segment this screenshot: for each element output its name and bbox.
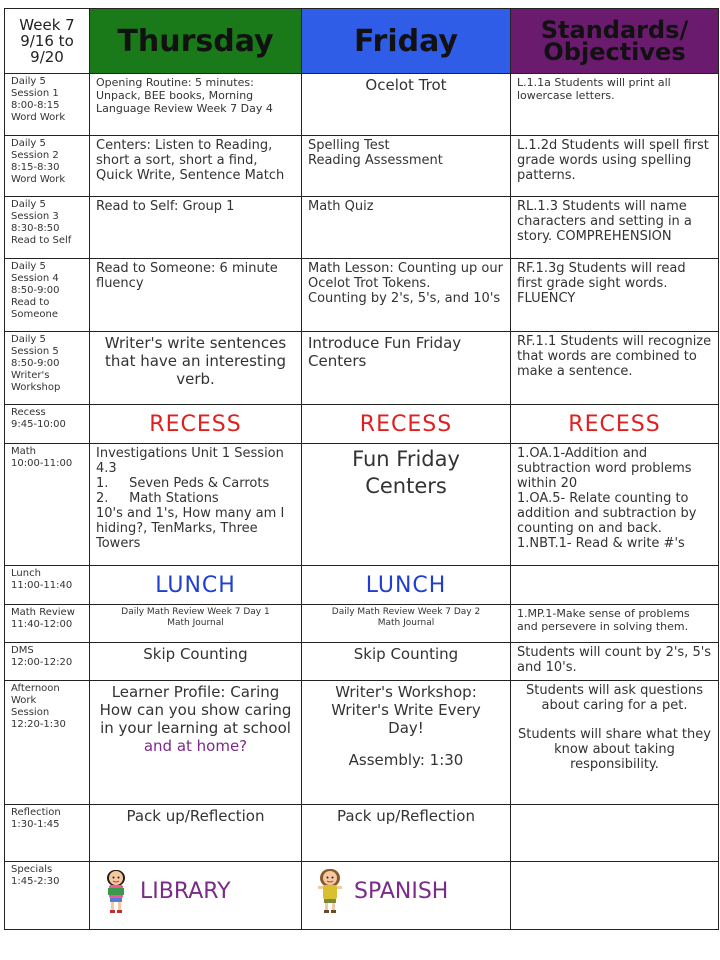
- standards-cell: 1.MP.1-Make sense of problems and persevere in solving them.: [511, 605, 719, 643]
- friday-cell: Ocelot Trot: [302, 74, 511, 136]
- library-label: LIBRARY: [140, 879, 231, 904]
- standards-cell: [511, 862, 719, 930]
- schedule-row: [5, 862, 719, 930]
- time-cell: DMS 12:00-12:20: [5, 643, 90, 681]
- friday-cell: Math Lesson: Counting up our Ocelot Trot Tokens. Counting by 2's, 5's, and 10's: [302, 259, 511, 332]
- thursday-cell: Skip Counting: [90, 643, 302, 681]
- time-cell: Afternoon Work Session 12:20-1:30: [5, 681, 90, 805]
- schedule-row: [5, 74, 719, 136]
- time-cell: Daily 5 Session 4 8:50-9:00 Read to Someone: [5, 259, 90, 332]
- week-label: Week 7: [19, 16, 75, 34]
- friday-cell: Introduce Fun Friday Centers: [302, 332, 511, 405]
- thursday-cell: [90, 862, 302, 930]
- schedule-row: [5, 566, 719, 605]
- standards-cell: [511, 566, 719, 605]
- standards-cell: RF.1.3g Students will read first grade sight words. FLUENCY: [511, 259, 719, 332]
- thursday-cell: Read to Someone: 6 minute fluency: [90, 259, 302, 332]
- thursday-cell: RECESS: [90, 405, 302, 444]
- schedule-row: [5, 643, 719, 681]
- standards-cell: RF.1.1 Students will recognize that words are combined to make a sentence.: [511, 332, 719, 405]
- friday-cell: Pack up/Reflection: [302, 805, 511, 862]
- schedule-row: [5, 136, 719, 197]
- thursday-header: Thursday: [90, 9, 302, 74]
- thursday-cell: Opening Routine: 5 minutes: Unpack, BEE books, Morning Language Review Week 7 Day 4: [90, 74, 302, 136]
- time-cell: Lunch 11:00-11:40: [5, 566, 90, 605]
- thursday-cell: Daily Math Review Week 7 Day 1 Math Journal: [90, 605, 302, 643]
- friday-cell: Skip Counting: [302, 643, 511, 681]
- schedule-row: [5, 681, 719, 805]
- thursday-cell: Pack up/Reflection: [90, 805, 302, 862]
- time-cell: Reflection 1:30-1:45: [5, 805, 90, 862]
- thursday-cell: LUNCH: [90, 566, 302, 605]
- friday-cell: RECESS: [302, 405, 511, 444]
- time-cell: Specials 1:45-2:30: [5, 862, 90, 930]
- schedule-row: [5, 405, 719, 444]
- standards-cell: L.1.1a Students will print all lowercase letters.: [511, 74, 719, 136]
- thursday-cell: Centers: Listen to Reading, short a sort, short a find, Quick Write, Sentence Match: [90, 136, 302, 197]
- spanish-label: SPANISH: [354, 879, 449, 904]
- time-cell: Daily 5 Session 2 8:15-8:30 Word Work: [5, 136, 90, 197]
- friday-cell: Fun Friday Centers: [302, 444, 511, 566]
- lesson-plan-table: [4, 8, 719, 930]
- schedule-row: [5, 444, 719, 566]
- friday-cell: [302, 862, 511, 930]
- thursday-purple-text: and at home?: [143, 737, 248, 755]
- header-row: [5, 9, 719, 74]
- girl-reading-icon: [102, 864, 130, 920]
- friday-cell: Writer's Workshop: Writer's Write Every Day! Assembly: 1:30: [302, 681, 511, 805]
- week-cell: [5, 9, 90, 74]
- time-cell: Daily 5 Session 1 8:00-8:15 Word Work: [5, 74, 90, 136]
- thursday-cell: Investigations Unit 1 Session 4.3 1. Seven Peds & Carrots 2. Math Stations 10's and 1's, How many am I hiding?, TenMarks, Three Towers: [90, 444, 302, 566]
- friday-cell: Spelling Test Reading Assessment: [302, 136, 511, 197]
- time-cell: Math Review 11:40-12:00: [5, 605, 90, 643]
- schedule-row: [5, 605, 719, 643]
- standards-cell: RL.1.3 Students will name characters and setting in a story. COMPREHENSION: [511, 197, 719, 259]
- standards-cell: [511, 805, 719, 862]
- standards-cell: RECESS: [511, 405, 719, 444]
- friday-cell: LUNCH: [302, 566, 511, 605]
- time-cell: Daily 5 Session 3 8:30-8:50 Read to Self: [5, 197, 90, 259]
- thursday-cell: Learner Profile: Caring How can you show caring in your learning at school and at home?: [90, 681, 302, 805]
- friday-cell: Math Quiz: [302, 197, 511, 259]
- standards-cell: 1.OA.1-Addition and subtraction word problems within 20 1.OA.5- Relate counting to addition and subtraction by counting on and back. 1.NBT.1- Read & write #'s: [511, 444, 719, 566]
- week-dates: 9/16 to 9/20: [20, 32, 74, 66]
- friday-header: Friday: [302, 9, 511, 74]
- time-cell: Daily 5 Session 5 8:50-9:00 Writer's Workshop: [5, 332, 90, 405]
- standards-cell: Students will count by 2's, 5's and 10's.: [511, 643, 719, 681]
- girl-waving-icon: [316, 864, 344, 920]
- schedule-row: [5, 805, 719, 862]
- standards-cell: L.1.2d Students will spell first grade words using spelling patterns.: [511, 136, 719, 197]
- thursday-cell: Writer's write sentences that have an interesting verb.: [90, 332, 302, 405]
- time-cell: Math 10:00-11:00: [5, 444, 90, 566]
- friday-cell: Daily Math Review Week 7 Day 2 Math Journal: [302, 605, 511, 643]
- standards-cell: Students will ask questions about caring for a pet. Students will share what they know about taking responsibility.: [511, 681, 719, 805]
- schedule-row: [5, 259, 719, 332]
- time-cell: Recess 9:45-10:00: [5, 405, 90, 444]
- schedule-row: [5, 197, 719, 259]
- thursday-cell: Read to Self: Group 1: [90, 197, 302, 259]
- standards-header: Standards/ Objectives: [511, 9, 719, 74]
- schedule-row: [5, 332, 719, 405]
